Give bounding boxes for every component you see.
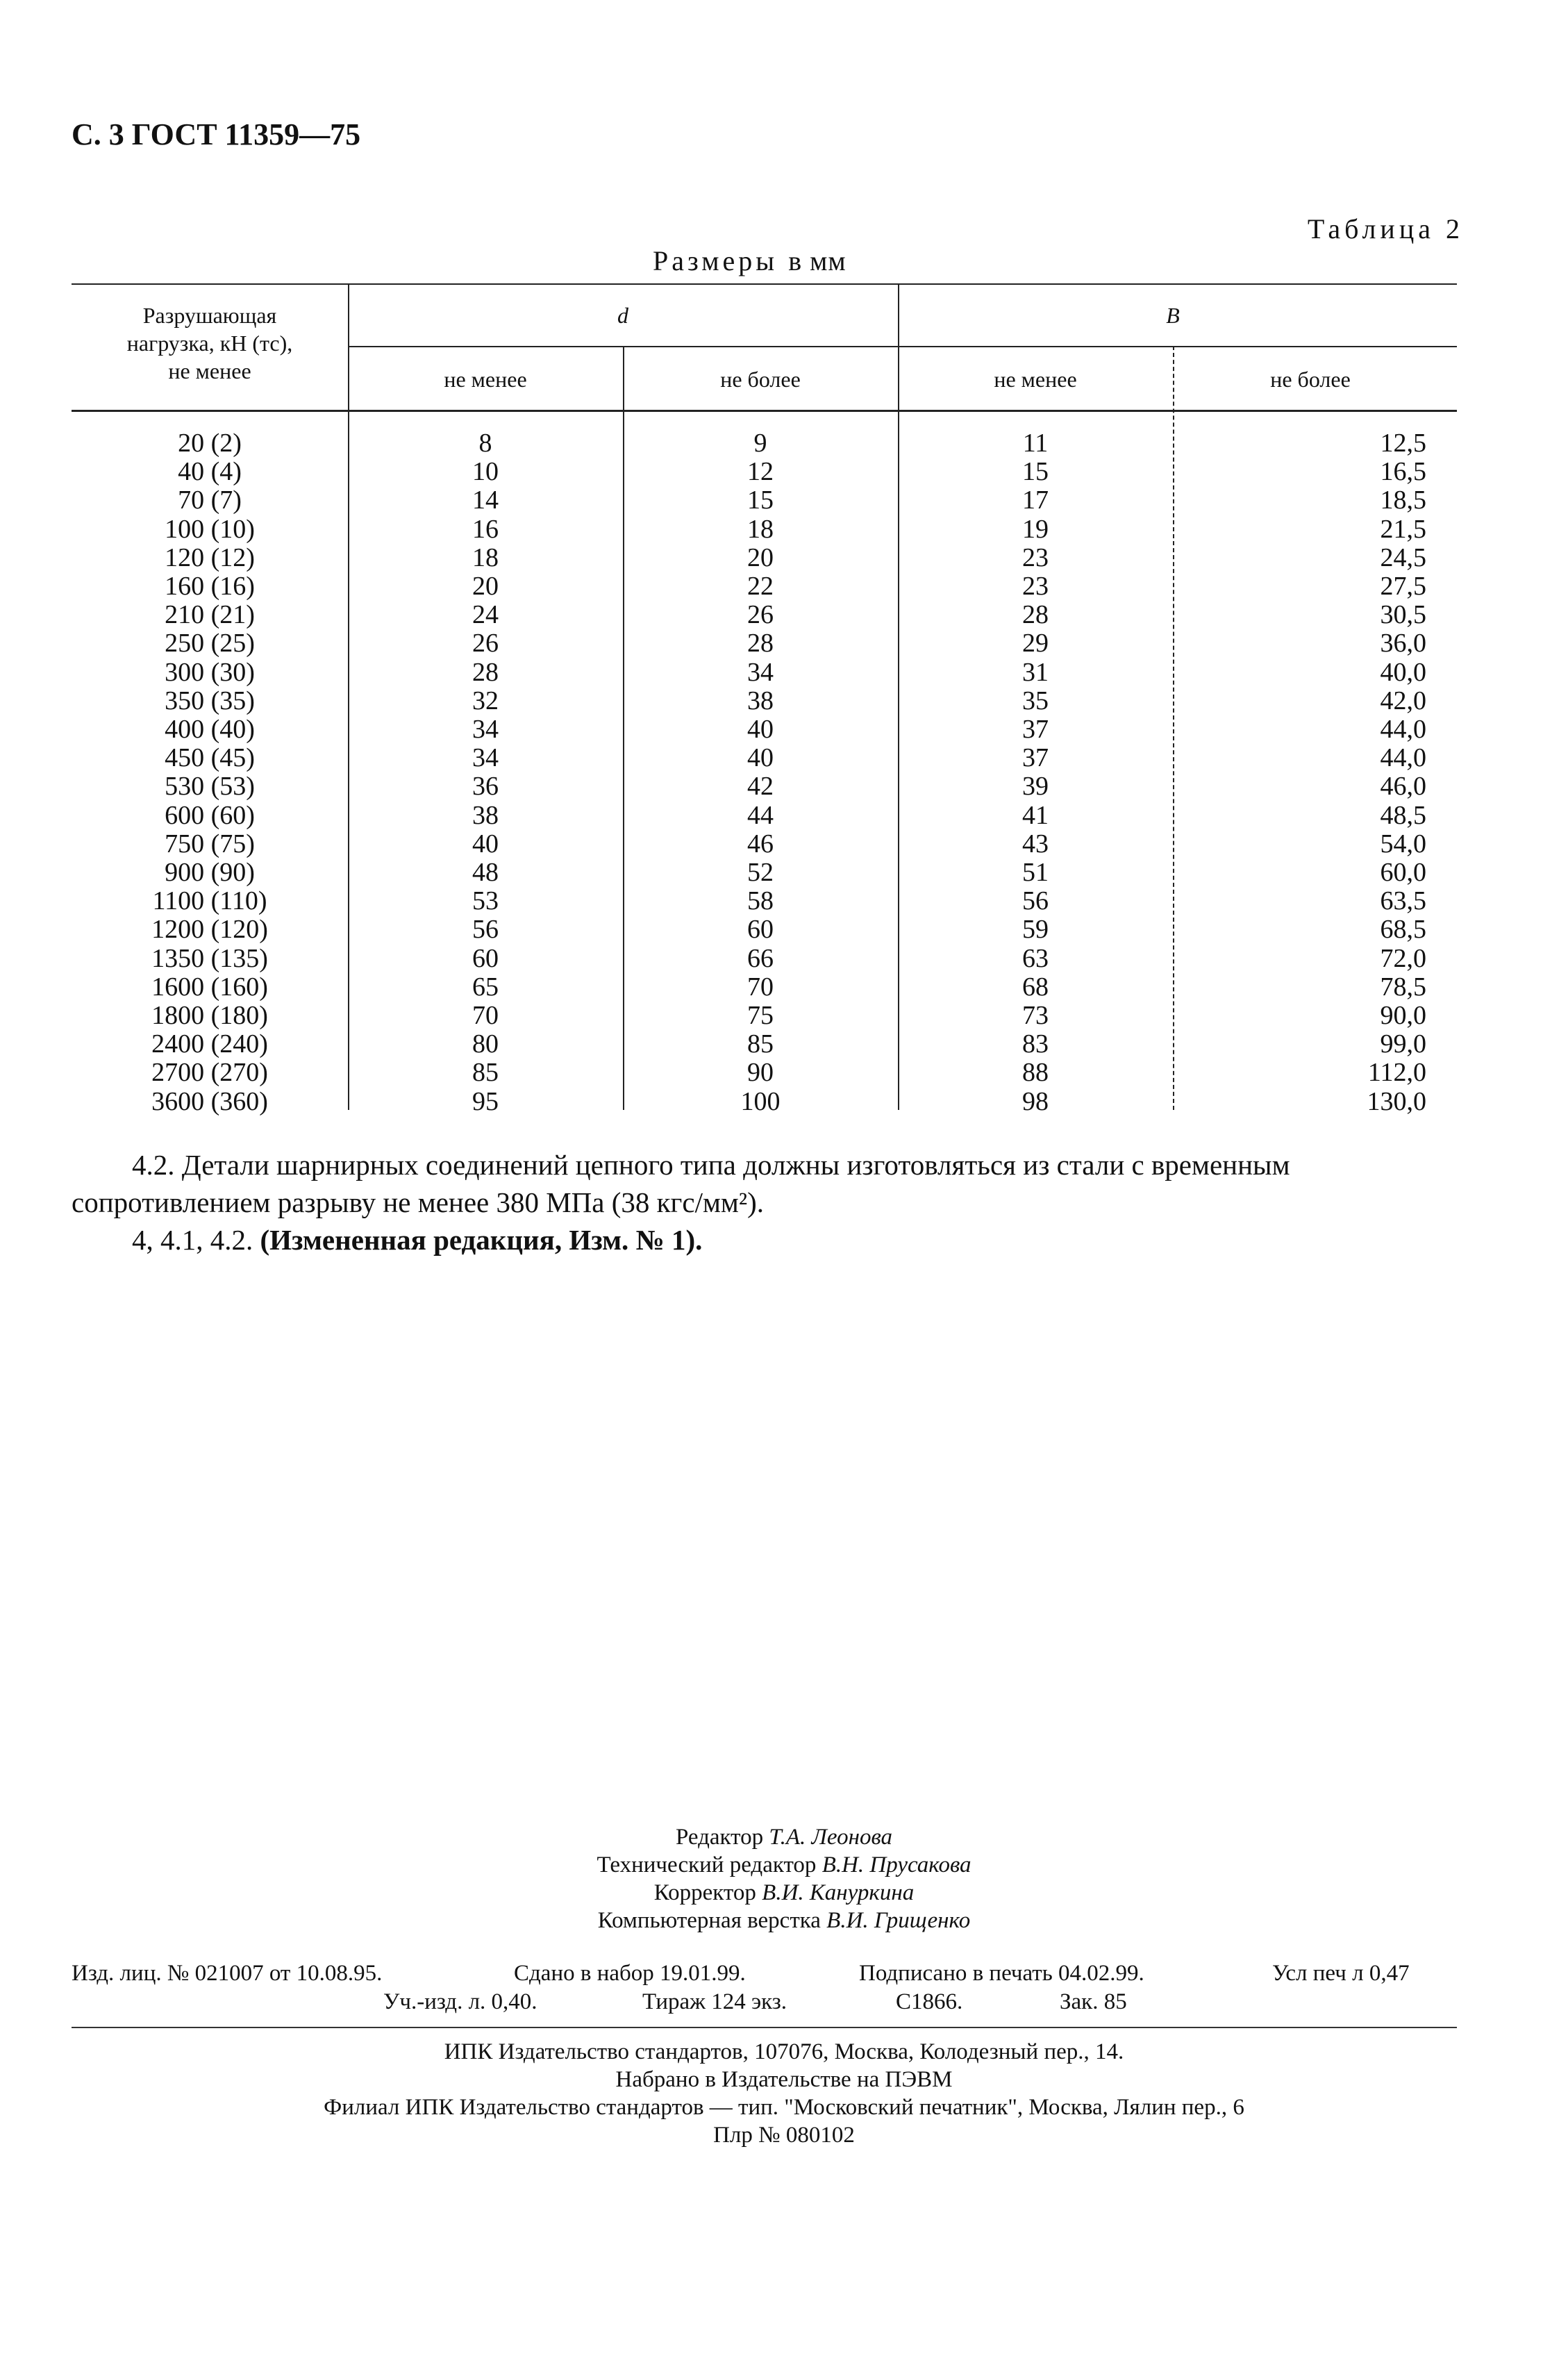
page-title: С. 3 ГОСТ 11359—75 xyxy=(72,117,361,151)
table-cell-d-min: 53 xyxy=(472,886,499,916)
imprint-branch: Филиал ИПК Издательство стандартов — тип. "Московский печатник", Москва, Лялин пер., 6 xyxy=(324,2095,1244,2120)
amendment-bold: (Измененная редакция, Изм. № 1). xyxy=(260,1224,703,1256)
table-cell-d-min: 95 xyxy=(472,1086,499,1116)
header-d-max: не более xyxy=(720,367,801,392)
table-cell-d-max: 9 xyxy=(753,429,767,458)
table-cell-load: 1600 (160) xyxy=(151,972,268,1002)
table-cell-load: 400 (40) xyxy=(165,715,255,745)
paragraph-4-2-line-1: 4.2. Детали шарнирных соединений цепного типа должны изготовляться из стали с временным xyxy=(132,1149,1290,1181)
table-cell-load: 450 (45) xyxy=(165,743,255,773)
table-cell-d-max: 85 xyxy=(747,1029,774,1059)
table-cell-b-max: 112,0 xyxy=(1367,1058,1426,1088)
table-cell-load: 1200 (120) xyxy=(151,915,268,945)
table-cell-d-min: 36 xyxy=(472,772,499,802)
table-cell-b-max: 24,5 xyxy=(1380,542,1426,572)
table-cell-d-max: 40 xyxy=(747,743,774,773)
imprint-pub-sheets: Уч.-изд. л. 0,40. xyxy=(383,1989,537,2014)
table-cell-d-min: 85 xyxy=(472,1058,499,1088)
table-caption-text: Размеры xyxy=(653,245,778,276)
header-group-b: B xyxy=(1166,303,1180,328)
table-cell-load: 70 (7) xyxy=(178,486,242,515)
credit-name: Т.А. Леонова xyxy=(769,1825,893,1850)
header-group-d: d xyxy=(617,303,628,328)
imprint-publisher: ИПК Издательство стандартов, 107076, Москва, Колодезный пер., 14. xyxy=(444,2039,1124,2064)
table-cell-b-max: 16,5 xyxy=(1380,457,1426,487)
table-top-rule xyxy=(72,283,1457,285)
table-cell-d-max: 20 xyxy=(747,542,774,572)
table-cell-b-max: 12,5 xyxy=(1380,429,1426,458)
table-cell-b-min: 15 xyxy=(1022,457,1049,487)
table-cell-load: 3600 (360) xyxy=(151,1086,268,1116)
table-cell-d-max: 38 xyxy=(747,686,774,715)
table-cell-b-max: 46,0 xyxy=(1380,772,1426,802)
table-cell-b-max: 18,5 xyxy=(1380,486,1426,515)
credit-name: В.И. Грищенко xyxy=(826,1908,971,1933)
table-cell-d-min: 34 xyxy=(472,715,499,745)
header-b-min: не менее xyxy=(994,367,1077,392)
table-cell-b-max: 48,5 xyxy=(1380,800,1426,830)
table-cell-b-max: 63,5 xyxy=(1380,886,1426,916)
credit-label: Компьютерная верстка xyxy=(597,1908,821,1933)
table-cell-d-min: 48 xyxy=(472,858,499,888)
imprint-code: С1866. xyxy=(896,1989,963,2014)
table-cell-b-min: 29 xyxy=(1022,629,1049,658)
credit-name: В.И. Кануркина xyxy=(762,1880,915,1905)
column-load xyxy=(72,429,348,1116)
imprint-print-sheets: Усл печ л 0,47 xyxy=(1272,1961,1410,1986)
table-caption-unit: в мм xyxy=(788,245,846,276)
imprint-sent: Сдано в набор 19.01.99. xyxy=(514,1961,746,1986)
imprint-typeset: Набрано в Издательстве на ПЭВМ xyxy=(615,2067,953,2092)
table-cell-d-min: 10 xyxy=(472,457,499,487)
table-cell-d-min: 28 xyxy=(472,657,499,687)
table-cell-d-max: 75 xyxy=(747,1001,774,1031)
table-cell-b-max: 99,0 xyxy=(1380,1029,1426,1059)
table-cell-b-max: 42,0 xyxy=(1380,686,1426,715)
table-cell-b-max: 54,0 xyxy=(1380,829,1426,859)
table-cell-d-max: 70 xyxy=(747,972,774,1002)
table-cell-b-min: 63 xyxy=(1022,943,1049,973)
table-cell-load: 40 (4) xyxy=(178,457,242,487)
table-cell-d-min: 80 xyxy=(472,1029,499,1059)
table-cell-load: 350 (35) xyxy=(165,686,255,715)
table-cell-b-max: 60,0 xyxy=(1380,858,1426,888)
credit-tech-editor xyxy=(0,1852,1568,1878)
table-cell-load: 100 (10) xyxy=(165,514,255,544)
header-load xyxy=(72,301,348,385)
table-cell-b-min: 98 xyxy=(1022,1086,1049,1116)
table-cell-b-max: 72,0 xyxy=(1380,943,1426,973)
table-cell-d-min: 20 xyxy=(472,572,499,602)
header-load-line: не менее xyxy=(168,358,251,383)
table-cell-b-min: 28 xyxy=(1022,600,1049,630)
table-cell-b-max: 40,0 xyxy=(1380,657,1426,687)
table-cell-load: 530 (53) xyxy=(165,772,255,802)
table-cell-b-min: 23 xyxy=(1022,572,1049,602)
table-cell-d-max: 15 xyxy=(747,486,774,515)
table-cell-b-max: 90,0 xyxy=(1380,1001,1426,1031)
table-group-rule xyxy=(348,346,1457,347)
table-cell-load: 1350 (135) xyxy=(151,943,268,973)
table-cell-load: 1800 (180) xyxy=(151,1001,268,1031)
table-number: Таблица 2 xyxy=(1307,213,1464,244)
table-cell-b-min: 37 xyxy=(1022,715,1049,745)
paragraph-4-2-line-2: сопротивлением разрыву не менее 380 МПа (38 кгс/мм²). xyxy=(72,1186,765,1218)
table-cell-d-min: 16 xyxy=(472,514,499,544)
column-b-max xyxy=(1173,429,1426,1116)
table-cell-load: 1100 (110) xyxy=(152,886,267,916)
table-cell-d-max: 40 xyxy=(747,715,774,745)
table-cell-d-max: 58 xyxy=(747,886,774,916)
table-cell-b-max: 21,5 xyxy=(1380,514,1426,544)
table-cell-d-max: 46 xyxy=(747,829,774,859)
amendment-prefix: 4, 4.1, 4.2. xyxy=(132,1224,260,1256)
table-cell-d-max: 52 xyxy=(747,858,774,888)
credit-editor xyxy=(0,1825,1568,1850)
table-cell-load: 210 (21) xyxy=(165,600,255,630)
table-cell-b-min: 11 xyxy=(1022,429,1049,458)
table-cell-b-min: 31 xyxy=(1022,657,1049,687)
table-cell-d-min: 65 xyxy=(472,972,499,1002)
table-cell-d-min: 38 xyxy=(472,800,499,830)
table-cell-d-max: 42 xyxy=(747,772,774,802)
imprint-order: Зак. 85 xyxy=(1060,1989,1127,2014)
table-cell-load: 750 (75) xyxy=(165,829,255,859)
credit-name: В.Н. Прусакова xyxy=(821,1852,971,1877)
table-cell-d-max: 12 xyxy=(747,457,774,487)
table-cell-load: 900 (90) xyxy=(165,858,255,888)
table-cell-d-max: 18 xyxy=(747,514,774,544)
table-cell-d-min: 34 xyxy=(472,743,499,773)
header-load-line: нагрузка, кН (тс), xyxy=(126,331,293,356)
table-cell-b-max: 68,5 xyxy=(1380,915,1426,945)
table-cell-load: 120 (12) xyxy=(165,542,255,572)
table-cell-d-min: 8 xyxy=(478,429,492,458)
table-cell-b-min: 19 xyxy=(1022,514,1049,544)
table-cell-b-min: 73 xyxy=(1022,1001,1049,1031)
imprint-run: Тираж 124 экз. xyxy=(642,1989,787,2014)
table-cell-d-min: 32 xyxy=(472,686,499,715)
table-cell-load: 2400 (240) xyxy=(151,1029,268,1059)
table-cell-b-min: 43 xyxy=(1022,829,1049,859)
table-cell-b-min: 41 xyxy=(1022,800,1049,830)
table-cell-d-max: 28 xyxy=(747,629,774,658)
table-cell-b-min: 56 xyxy=(1022,886,1049,916)
table-cell-b-min: 88 xyxy=(1022,1058,1049,1088)
credit-layout xyxy=(0,1908,1568,1934)
table-cell-d-max: 100 xyxy=(740,1086,781,1116)
dimensions-table xyxy=(72,283,1457,1116)
table-cell-d-max: 90 xyxy=(747,1058,774,1088)
table-cell-b-min: 59 xyxy=(1022,915,1049,945)
table-cell-d-min: 70 xyxy=(472,1001,499,1031)
table-cell-load: 2700 (270) xyxy=(151,1058,268,1088)
amendment-note xyxy=(132,1221,702,1259)
imprint-divider xyxy=(72,2027,1457,2028)
table-cell-b-min: 83 xyxy=(1022,1029,1049,1059)
table-cell-d-min: 40 xyxy=(472,829,499,859)
table-cell-d-min: 14 xyxy=(472,486,499,515)
table-cell-b-min: 37 xyxy=(1022,743,1049,773)
imprint-plr: Плр № 080102 xyxy=(713,2123,855,2148)
table-header-rule xyxy=(72,410,1457,412)
table-cell-d-min: 24 xyxy=(472,600,499,630)
table-cell-b-max: 130,0 xyxy=(1367,1086,1426,1116)
table-cell-d-min: 56 xyxy=(472,915,499,945)
column-d-max xyxy=(623,429,898,1116)
imprint-license: Изд. лиц. № 021007 от 10.08.95. xyxy=(72,1961,383,1986)
header-b-max: не более xyxy=(1270,367,1351,392)
table-cell-d-max: 22 xyxy=(747,572,774,602)
table-cell-b-min: 68 xyxy=(1022,972,1049,1002)
table-cell-d-max: 34 xyxy=(747,657,774,687)
table-cell-b-max: 27,5 xyxy=(1380,572,1426,602)
table-cell-b-max: 36,0 xyxy=(1380,629,1426,658)
table-cell-d-max: 26 xyxy=(747,600,774,630)
table-cell-d-max: 44 xyxy=(747,800,774,830)
table-cell-b-max: 44,0 xyxy=(1380,743,1426,773)
column-b-min xyxy=(898,429,1173,1116)
table-cell-d-max: 66 xyxy=(747,943,774,973)
table-cell-d-min: 60 xyxy=(472,943,499,973)
header-d-min: не менее xyxy=(444,367,527,392)
header-load-line: Разрушающая xyxy=(142,303,277,328)
column-d-min xyxy=(348,429,623,1116)
table-cell-load: 20 (2) xyxy=(178,429,242,458)
table-cell-d-min: 18 xyxy=(472,542,499,572)
table-cell-b-min: 35 xyxy=(1022,686,1049,715)
table-caption xyxy=(653,244,846,277)
table-cell-b-max: 44,0 xyxy=(1380,715,1426,745)
table-cell-b-min: 39 xyxy=(1022,772,1049,802)
table-cell-load: 600 (60) xyxy=(165,800,255,830)
table-cell-d-min: 26 xyxy=(472,629,499,658)
imprint-signed: Подписано в печать 04.02.99. xyxy=(859,1961,1144,1986)
table-cell-b-min: 17 xyxy=(1022,486,1049,515)
table-cell-b-max: 78,5 xyxy=(1380,972,1426,1002)
credit-label: Корректор xyxy=(653,1880,756,1905)
table-cell-load: 250 (25) xyxy=(165,629,255,658)
table-cell-b-max: 30,5 xyxy=(1380,600,1426,630)
table-cell-b-min: 51 xyxy=(1022,858,1049,888)
table-cell-b-min: 23 xyxy=(1022,542,1049,572)
credit-label: Технический редактор xyxy=(597,1852,817,1877)
credit-corrector xyxy=(0,1880,1568,1906)
table-cell-load: 160 (16) xyxy=(165,572,255,602)
table-cell-d-max: 60 xyxy=(747,915,774,945)
table-cell-load: 300 (30) xyxy=(165,657,255,687)
credit-label: Редактор xyxy=(675,1825,764,1850)
